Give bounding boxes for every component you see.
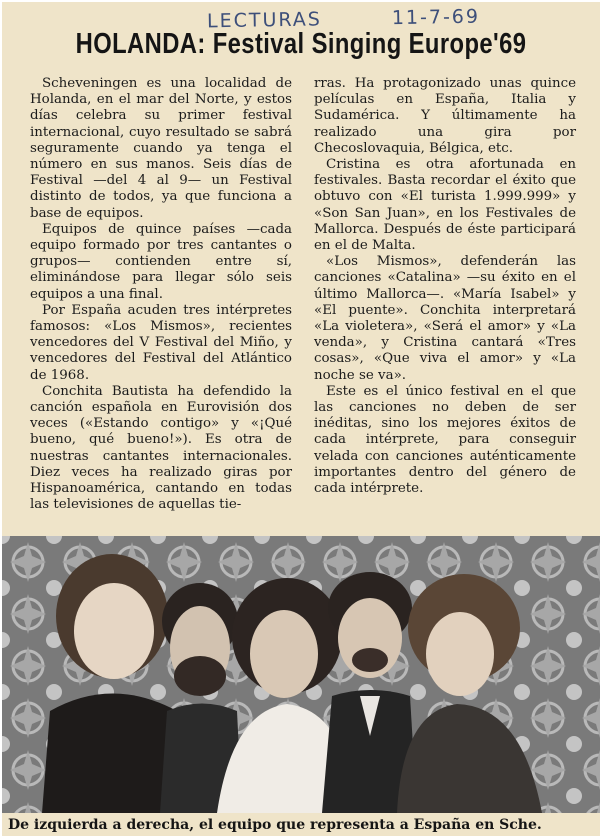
paragraph-conchita: Conchita Bautista ha defendido la canción española en Eurovisión dos veces («Estando contigo» y «¡Qué bueno, qué bueno!»). Es otra de nuestras cantantes internacionales. Diez veces ha realizado giras por Hispanoamérica, cantando en todas las televisiones de aquellas tie- [30, 383, 292, 513]
article-column-right [314, 76, 576, 497]
handwritten-source: LECTURAS [206, 8, 323, 33]
group-photo [2, 536, 600, 813]
article-column-left [30, 76, 292, 513]
paragraph-continuation: rras. Ha protagonizado unas quince películas en España, Italia y Sudamérica. Y últimamente ha realizado una gira por Checoslovaquia, Bélgica, etc. [314, 76, 576, 156]
paragraph-los-mismos: «Los Mismos», defenderán las canciones «Catalina» —su éxito en el último Mallorca—. «María Isabel» y «El puente». Conchita interpretará «La violetera», «Será el amor» y «La venda», y Cristina cantará «Tres cosas», «Que viva el amor» y «La noche se va». [314, 254, 576, 383]
paragraph-unico-festival: Este es el único festival en el que las canciones no deben de ser inéditas, sino los mejores éxitos de cada intérprete, para conseguir velada con canciones auténticamente importantes dentro del género de cada intérprete. [314, 383, 576, 497]
newspaper-clipping [2, 2, 600, 836]
photo-caption: De izquierda a derecha, el equipo que representa a España en Sche. [8, 817, 542, 833]
paragraph-por-espana: Por España acuden tres intérpretes famosos: «Los Mismos», recientes vencedores del V Festival del Miño, y vencedores del Festival del Atlántico de 1968. [30, 302, 292, 383]
handwritten-date: 11-7-69 [391, 5, 481, 30]
article-headline: HOLANDA: Festival Singing Europe'69 [75, 28, 527, 60]
paragraph-scheveningen: Scheveningen es una localidad de Holanda, en el mar del Norte, y estos días celebra su primer festival internacional, cuyo resultado se sabrá seguramente cuando ya tenga el número en sus manos. Seis días de Festival —del 4 al 9— un Festival distinto de todos, ya que funciona a base de equipos. [30, 76, 292, 221]
group-photo-illustration [2, 536, 600, 813]
paragraph-equipos: Equipos de quince países —cada equipo formado por tres cantantes o grupos— contienden entre sí, eliminándose para llegar sólo seis equipos a una final. [30, 221, 292, 302]
paragraph-cristina: Cristina es otra afortunada en festivales. Basta recordar el éxito que obtuvo con «El turista 1.999.999» y «Son San Juan», en los Festivales de Mallorca. Después de éste participará en el de Malta. [314, 157, 576, 254]
